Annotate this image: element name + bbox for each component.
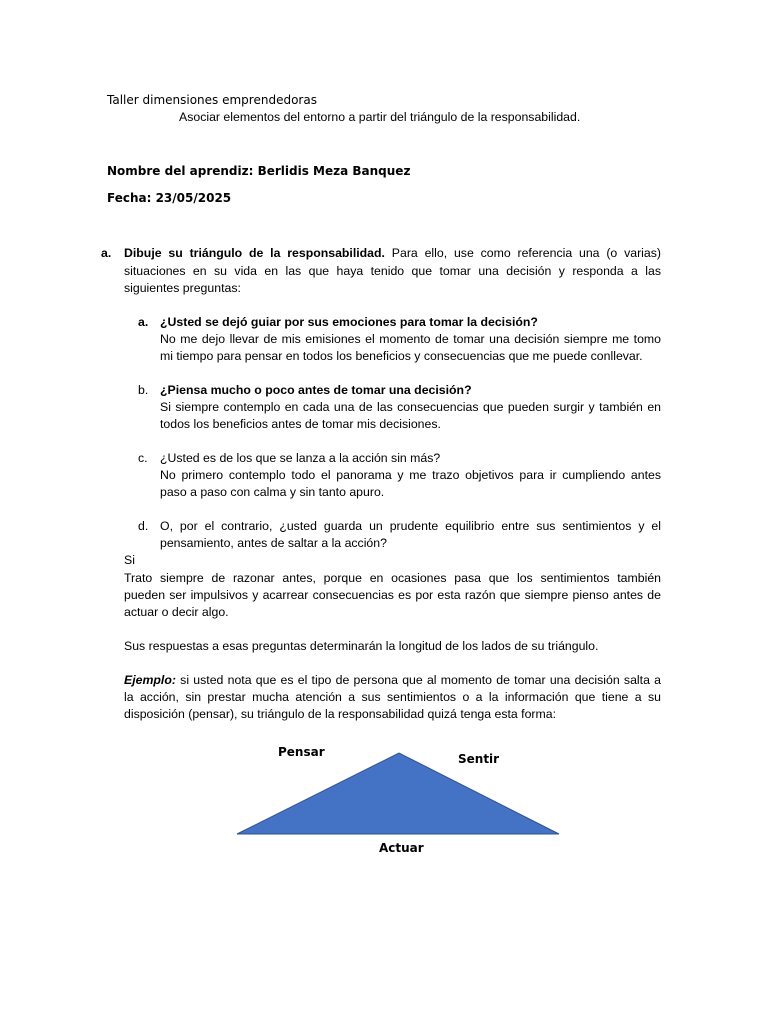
section-a-line-3: siguientes preguntas: <box>124 281 241 295</box>
answer-c-line-1: No primero contemplo todo el panorama y me trazo objetivos para ir cumpliendo antes <box>160 468 661 482</box>
section-a-lead-rest: Para ello, use como referencia una (o varias) <box>384 246 661 260</box>
triangle-shape <box>237 753 559 834</box>
section-a-line-2: situaciones en su vida en las que haya tenido que tomar una decisión y responda a las <box>124 264 661 278</box>
question-d-line-1: O, por el contrario, ¿usted guarda un prudente equilibrio entre sus sentimientos y el <box>160 519 661 533</box>
triangle-label-actuar: Actuar <box>379 841 424 855</box>
example-line-2: la acción, sin prestar mucha atención a sus sentimientos o a la información que tiene a su <box>124 690 661 704</box>
section-a-marker: a. <box>101 246 112 260</box>
student-name: Nombre del aprendiz: Berlidis Meza Banquez <box>107 164 411 178</box>
answer-c-line-2: paso a paso con calma y sin tanto apuro. <box>160 485 385 499</box>
submission-date: Fecha: 23/05/2025 <box>107 191 232 205</box>
answer-b-line-2: todos los beneficios antes de tomar mis decisiones. <box>160 417 441 431</box>
question-b-marker: b. <box>138 383 149 397</box>
summary-text: Sus respuestas a esas preguntas determinarán la longitud de los lados de su triángulo. <box>124 639 599 653</box>
triangle-label-sentir: Sentir <box>458 752 500 766</box>
question-a-text: ¿Usted se dejó guiar por sus emociones para tomar la decisión? <box>160 315 538 329</box>
answer-a-line-2: mi tiempo para pensar en todos los beneficios y consecuencias que me puede conllevar. <box>160 349 643 363</box>
answer-d-line-3: actuar o decir algo. <box>124 605 229 619</box>
example-line-1 <box>124 672 661 688</box>
question-a-marker: a. <box>138 315 149 329</box>
answer-d-line-1: Trato siempre de razonar antes, porque en ocasiones pasa que los sentimientos también <box>124 571 661 585</box>
answer-a-line-1: No me dejo llevar de mis emisiones el momento de tomar una decisión siempre me tomo <box>160 332 661 346</box>
responsibility-triangle <box>230 748 570 840</box>
triangle-label-pensar: Pensar <box>278 745 325 759</box>
example-line-3: disposición (pensar), su triángulo de la responsabilidad quizá tenga esta forma: <box>124 707 557 721</box>
answer-b-line-1: Si siempre contemplo en cada una de las consecuencias que pueden surgir y también en <box>160 400 661 414</box>
question-b-text: ¿Piensa mucho o poco antes de tomar una decisión? <box>160 383 472 397</box>
document-subtitle: Asociar elementos del entorno a partir del triángulo de la responsabilidad. <box>179 110 581 124</box>
course-title: Taller dimensiones emprendedoras <box>107 93 317 107</box>
question-d-marker: d. <box>138 519 149 533</box>
example-label: Ejemplo: <box>124 673 176 687</box>
question-d-line-2: pensamiento, antes de saltar a la acción? <box>160 536 387 550</box>
example-line-1-rest: si usted nota que es el tipo de persona que al momento de tomar una decisión salta a <box>175 673 661 687</box>
section-a-lead: Dibuje su triángulo de la responsabilidad. <box>124 246 385 260</box>
question-c-text: ¿Usted es de los que se lanza a la acción sin más? <box>160 451 441 465</box>
question-c-marker: c. <box>138 451 148 465</box>
answer-d-short: Si <box>124 553 135 567</box>
answer-d-line-2: pueden ser impulsivos y acarrear consecuencias es por esta razón que siempre pienso antes de <box>124 588 661 602</box>
section-a-line-1 <box>124 245 661 261</box>
